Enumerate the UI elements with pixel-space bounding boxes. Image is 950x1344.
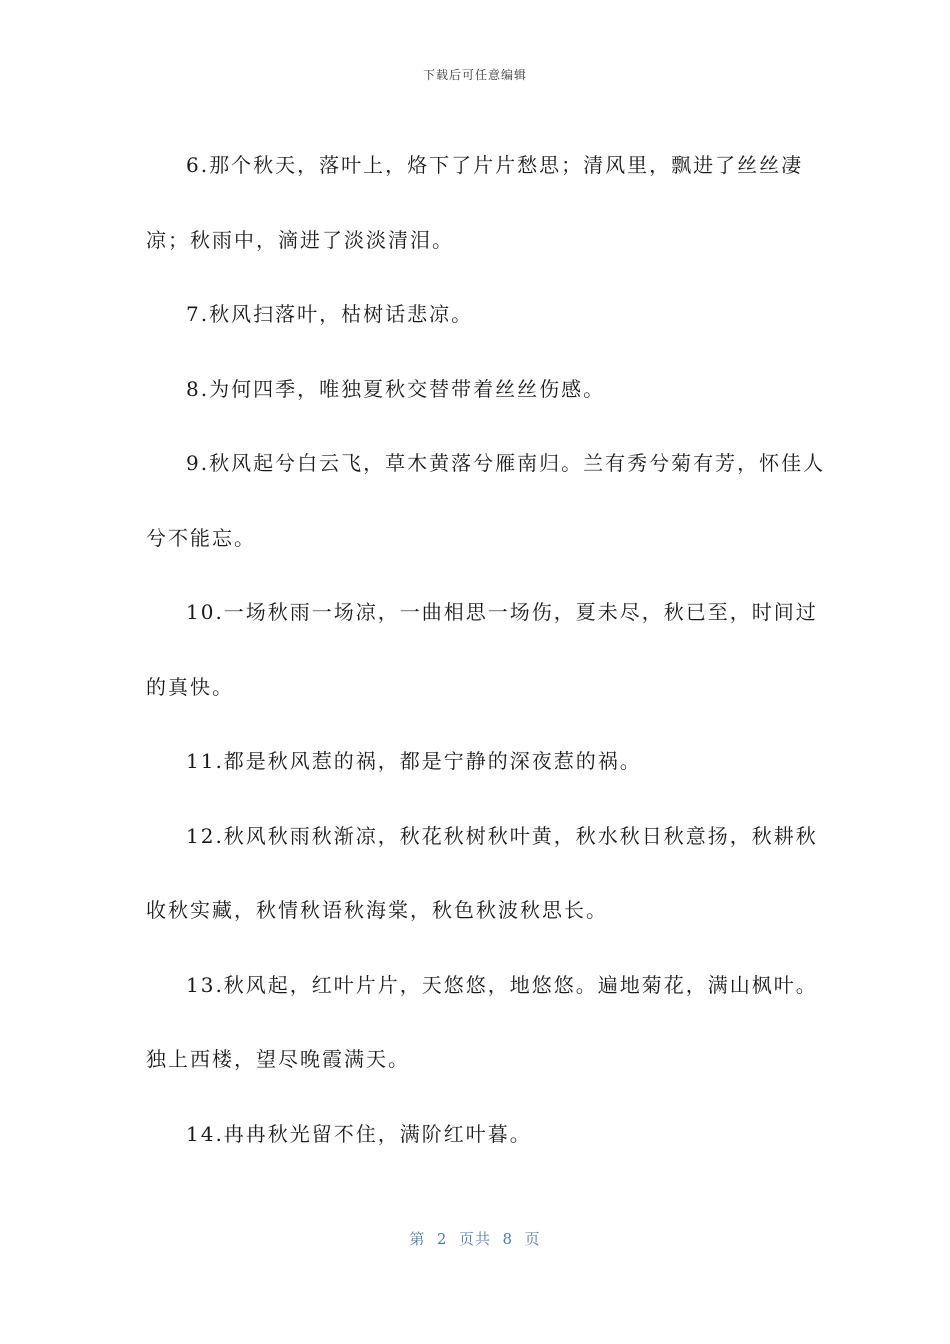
paragraph-11: 11.都是秋风惹的祸，都是宁静的深夜惹的祸。 — [186, 749, 642, 773]
paragraph-9: 9.秋风起兮白云飞，草木黄落兮雁南归。兰有秀兮菊有芳，怀佳人兮不能忘。 — [146, 451, 826, 550]
paragraph-7: 7.秋风扫落叶，枯树话悲凉。 — [186, 302, 474, 326]
document-body — [146, 128, 826, 1171]
paragraph-14: 14.冉冉秋光留不住，满阶红叶暮。 — [186, 1121, 532, 1146]
paragraph-12: 12.秋风秋雨秋渐凉，秋花秋树秋叶黄，秋水秋日秋意扬，秋耕秋收秋实藏，秋情秋语秋海棠，秋色秋波秋思长。 — [146, 823, 818, 922]
paragraph-13: 13.秋风起，红叶片片，天悠悠，地悠悠。遍地菊花，满山枫叶。独上西楼，望尽晚霞满天。 — [146, 972, 818, 1071]
paragraph-10: 10.一场秋雨一场凉，一曲相思一场伤，夏未尽，秋已至，时间过的真快。 — [146, 600, 818, 699]
paragraph-6: 6.那个秋天，落叶上，烙下了片片愁思；清风里，飘进了丝丝凄凉；秋雨中，滴进了淡淡清泪。 — [146, 153, 804, 252]
paragraph-8: 8.为何四季，唯独夏秋交替带着丝丝伤感。 — [186, 376, 606, 401]
page-header: 下载后可任意编辑 — [422, 68, 527, 82]
page-number-footer: 第 2 页共 8 页 — [409, 1230, 541, 1248]
